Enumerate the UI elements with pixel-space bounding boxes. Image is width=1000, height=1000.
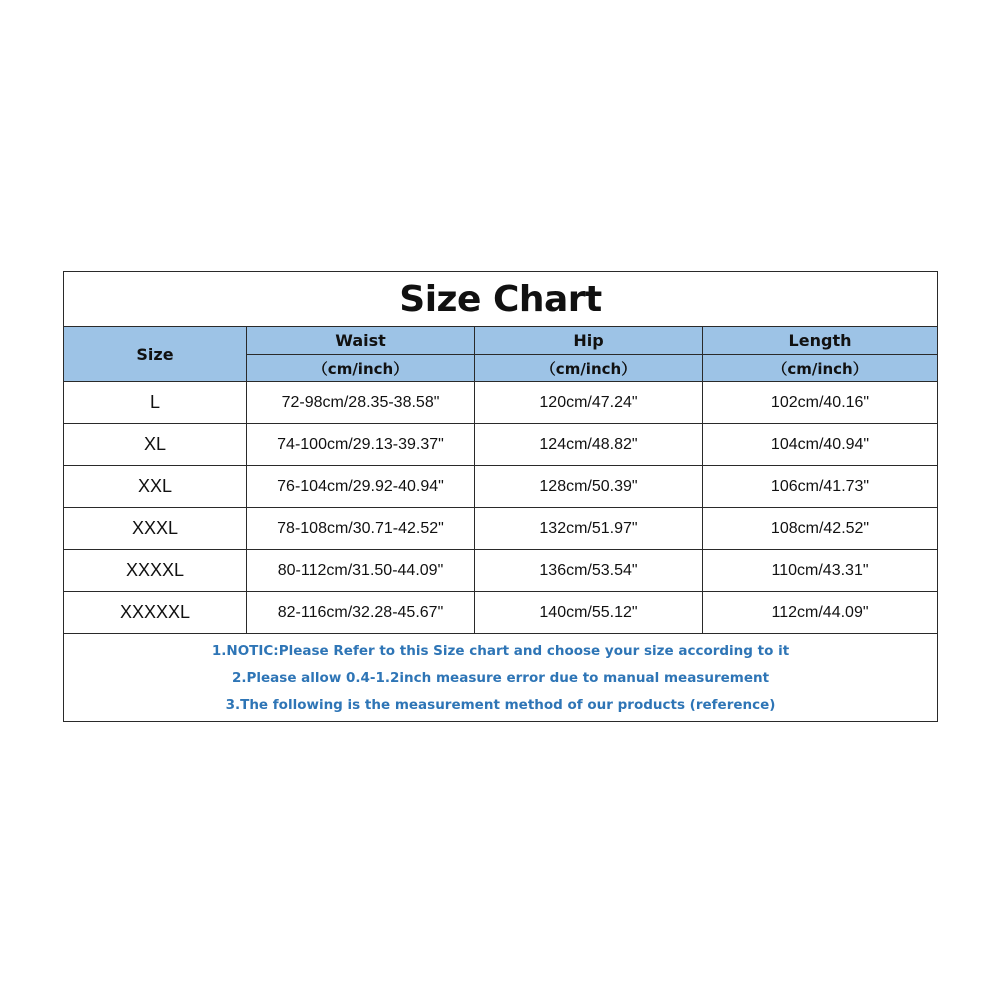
size-cell: XL <box>64 424 247 466</box>
length-cell: 102cm/40.16" <box>703 382 938 424</box>
table-row <box>64 382 938 424</box>
length-cell: 104cm/40.94" <box>703 424 938 466</box>
waist-cell: 80-112cm/31.50-44.09" <box>247 550 475 592</box>
size-cell: XXXXL <box>64 550 247 592</box>
hip-cell: 140cm/55.12" <box>475 592 703 634</box>
hip-cell: 124cm/48.82" <box>475 424 703 466</box>
header-hip-unit: （cm/inch） <box>475 355 703 382</box>
note-line-1: 1.NOTIC:Please Refer to this Size chart and choose your size according to it <box>211 643 790 659</box>
length-cell: 110cm/43.31" <box>703 550 938 592</box>
notes-cell <box>64 634 938 722</box>
hip-cell: 132cm/51.97" <box>475 508 703 550</box>
waist-cell: 78-108cm/30.71-42.52" <box>247 508 475 550</box>
table-row <box>64 424 938 466</box>
size-cell: XXL <box>64 466 247 508</box>
hip-cell: 120cm/47.24" <box>475 382 703 424</box>
header-waist-unit: （cm/inch） <box>247 355 475 382</box>
waist-cell: 82-116cm/32.28-45.67" <box>247 592 475 634</box>
header-length-unit: （cm/inch） <box>703 355 938 382</box>
waist-cell: 72-98cm/28.35-38.58" <box>247 382 475 424</box>
note-line-3: 3.The following is the measurement method of our products (reference) <box>225 697 776 713</box>
length-cell: 108cm/42.52" <box>703 508 938 550</box>
length-cell: 106cm/41.73" <box>703 466 938 508</box>
header-size: Size <box>64 327 247 382</box>
hip-cell: 136cm/53.54" <box>475 550 703 592</box>
header-length: Length <box>703 327 938 355</box>
header-hip: Hip <box>475 327 703 355</box>
size-cell: XXXXXL <box>64 592 247 634</box>
table-row <box>64 466 938 508</box>
note-line-2: 2.Please allow 0.4-1.2inch measure error due to manual measurement <box>231 670 770 686</box>
table-row <box>64 592 938 634</box>
waist-cell: 76-104cm/29.92-40.94" <box>247 466 475 508</box>
table-row <box>64 508 938 550</box>
table-row <box>64 550 938 592</box>
hip-cell: 128cm/50.39" <box>475 466 703 508</box>
size-cell: L <box>64 382 247 424</box>
length-cell: 112cm/44.09" <box>703 592 938 634</box>
size-chart-table <box>63 271 938 722</box>
waist-cell: 74-100cm/29.13-39.37" <box>247 424 475 466</box>
header-waist: Waist <box>247 327 475 355</box>
size-cell: XXXL <box>64 508 247 550</box>
chart-title: Size Chart <box>64 272 938 327</box>
